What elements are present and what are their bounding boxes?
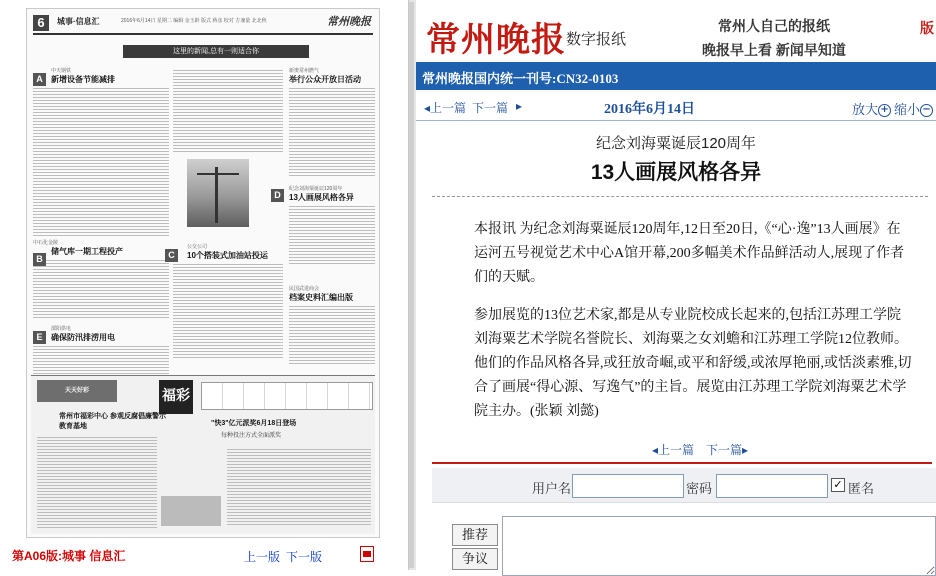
edition-link[interactable]: 版 (920, 20, 934, 36)
lottery-headline-left: 常州市福彩中心 参观反腐倡廉警示教育基地 (59, 413, 166, 430)
article-paragraph: 本报讯 为纪念刘海粟诞辰120周年,12日至20日,《“心·逸”13人画展》在运河五号视觉艺术中心A馆开幕,200多幅美术作品鲜活动人,展现了作者们的天赋。 (474, 222, 905, 285)
article-headline: 档案史料汇编出版 (289, 293, 353, 302)
lottery-ad-block[interactable] (31, 375, 375, 534)
lottery-logo: 天天好彩 (37, 380, 117, 402)
password-input[interactable] (716, 474, 828, 498)
article-hotspot[interactable] (168, 243, 283, 360)
page-number-box: 6 (33, 15, 49, 31)
article-hotspot[interactable] (289, 67, 375, 188)
username-input[interactable] (572, 474, 684, 498)
article-kicker: 公交公司 (187, 244, 208, 250)
scrollbar-thumb[interactable] (409, 2, 414, 568)
article-headline: 13人画展风格各异 (289, 193, 354, 202)
site-logo[interactable]: 常州晚报 (426, 22, 566, 59)
article-body (474, 218, 914, 438)
lottery-headline-right: "快3"亿元派奖6月18日登场 (211, 420, 297, 427)
password-label: 密码 (686, 481, 713, 496)
comment-divider (432, 462, 932, 464)
article-hotspot[interactable] (274, 185, 375, 272)
previous-page-link[interactable]: 上一版 (244, 550, 281, 564)
article-hotspot[interactable] (289, 285, 375, 366)
zoom-out-label: 缩小 (894, 102, 921, 117)
article-continuation[interactable] (173, 67, 283, 154)
zoom-out-button[interactable] (894, 99, 933, 118)
lottery-badge: 福彩 (159, 380, 193, 414)
lottery-results-table (201, 382, 373, 410)
article-nav-bar (416, 92, 936, 121)
slogan-line-2: 晚报早上看 新闻早知道 (702, 42, 846, 58)
article-letter: D (271, 189, 284, 202)
article-kicker: 中天钢铁 (51, 68, 72, 74)
article-kicker: 民国武进商会 (289, 286, 320, 292)
article-headline: 10个搭装式加油站投运 (187, 251, 268, 260)
news-photo (187, 159, 249, 227)
page-header-rule (33, 33, 373, 35)
issue-date: 2016年6月14日 (604, 102, 695, 117)
lottery-text-left (37, 434, 157, 531)
newspaper-page-image[interactable] (26, 8, 380, 538)
article-letter: C (165, 249, 178, 262)
next-arrow-icon: ▸ (516, 99, 523, 113)
next-page-link[interactable]: 下一版 (286, 550, 323, 564)
article-text-lines (33, 88, 169, 238)
zoom-in-button[interactable] (852, 99, 891, 118)
article-title: 13人画展风格各异 (590, 161, 762, 184)
bottom-next-article-link[interactable]: 下一篇▸ (706, 443, 749, 457)
pdf-icon[interactable] (360, 546, 374, 562)
article-text-lines (33, 346, 169, 376)
article-letter: E (33, 331, 46, 344)
lottery-ad-image (161, 496, 221, 526)
article-text-lines (289, 306, 375, 366)
article-headline: 储气库一期工程投产 (51, 247, 123, 256)
slogan-banner (640, 8, 908, 58)
next-article-link[interactable]: 下一篇 (472, 101, 509, 115)
dispute-button[interactable]: 争议 (452, 548, 498, 570)
page-dateline: 2016年6月14日 星期二 编辑 金玉龄 版式 蒋彦 校对 方兼量 北北秋 (121, 18, 267, 24)
publication-number: 常州晚报国内统一刊号:CN32-0103 (422, 71, 619, 86)
bottom-previous-label: 上一篇 (658, 443, 695, 457)
article-hotspot[interactable] (33, 67, 169, 238)
article-paragraph: 参加展览的13位艺术家,都是从专业院校成长起来的,包括江苏理工学院刘海粟艺术学院名誉院长、刘海粟之女刘蟾和江苏理工学院12位教师。他们的作品风格各异,或狂放奇崛,或平和舒缓,或浓厚艳丽,或恬淡素雅,切合了画展“得心源、写逸气”的主旨。展览由江苏理工学院刘海粟艺术学院主办。(张颖 刘懿) (474, 308, 912, 419)
article-text-lines (173, 264, 283, 360)
article-hotspot[interactable] (33, 325, 169, 376)
lottery-subhead-right: 每种投注方式全面派奖 (221, 433, 282, 439)
anonymous-checkbox[interactable]: ✓ (831, 478, 845, 492)
article-text-lines (289, 88, 375, 188)
username-label: 用户名 (532, 481, 572, 496)
plus-circle-icon: + (878, 104, 891, 117)
page-logo: 常州晚报 (327, 16, 371, 28)
page-label: 第A06版:城事 信息汇 (12, 549, 126, 563)
article-kicker: 新奥常州燃气 (289, 68, 320, 74)
bottom-previous-article-link[interactable]: ◂上一篇 (652, 443, 695, 457)
article-kicker: 纪念刘海粟诞辰120周年 (289, 186, 343, 192)
article-headline: 确保防汛排涝用电 (51, 333, 115, 342)
article-letter: B (33, 253, 46, 266)
site-logo-subtitle: 数字报纸 (566, 31, 627, 48)
slogan-line-1: 常州人自己的报纸 (718, 18, 830, 34)
article-kicker: 中石化金陵 (33, 240, 59, 246)
previous-article-label: 上一篇 (430, 101, 467, 115)
page-section-name: 城事·信息汇 (57, 17, 100, 26)
anonymous-label: 匿名 (848, 481, 875, 496)
newspaper-page-panel (0, 0, 408, 570)
zoom-in-label: 放大 (852, 102, 879, 117)
page-banner: 这里的新闻,总有一则适合你 (123, 45, 309, 58)
bottom-next-label: 下一篇 (706, 443, 743, 457)
article-text-lines (33, 260, 169, 326)
lottery-text-right (227, 446, 371, 529)
previous-article-link[interactable]: ◂上一篇 (424, 101, 467, 115)
comment-textarea[interactable] (502, 516, 936, 576)
recommend-button[interactable]: 推荐 (452, 524, 498, 546)
article-hotspot[interactable] (33, 239, 169, 326)
article-text-lines (173, 70, 283, 154)
article-kicker: 溧阳供电 (51, 326, 72, 332)
article-panel (416, 0, 936, 570)
article-letter: A (33, 73, 46, 86)
minus-circle-icon: − (920, 104, 933, 117)
article-headline: 举行公众开放日活动 (289, 75, 361, 84)
article-subtitle: 纪念刘海粟诞辰120周年 (595, 135, 757, 152)
article-text-lines (289, 206, 375, 272)
article-headline: 新增设备节能减排 (51, 75, 115, 84)
masthead (416, 0, 936, 62)
publication-number-bar (416, 62, 936, 90)
title-divider (432, 196, 928, 197)
